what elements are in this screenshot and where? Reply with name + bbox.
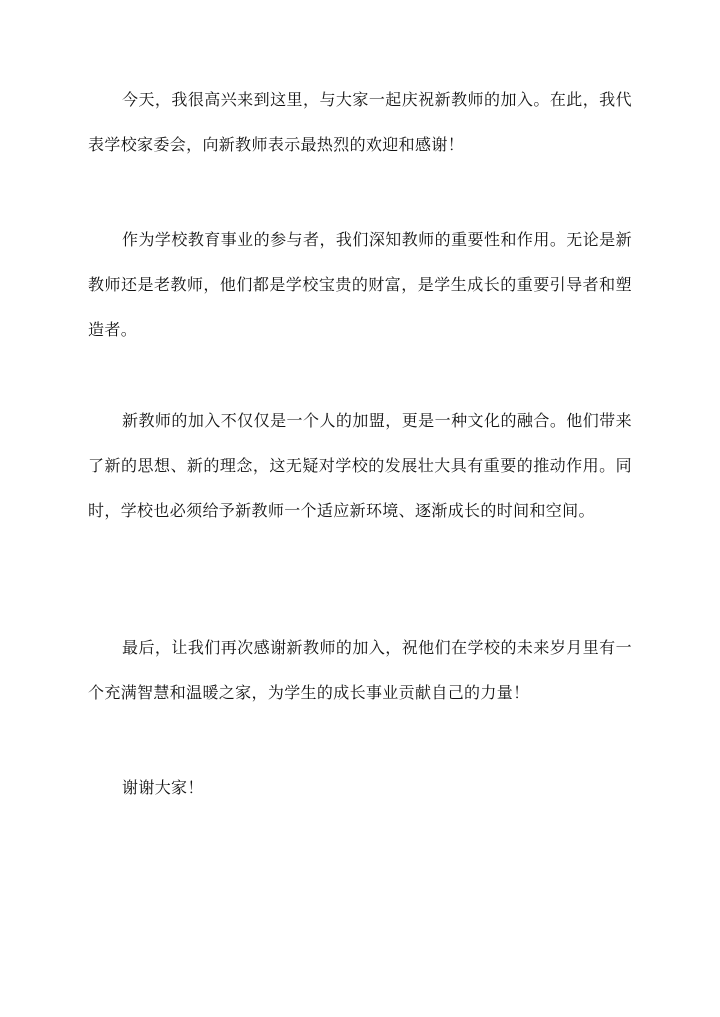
paragraph-thanks	[88, 765, 632, 810]
paragraph-closing-wishes	[88, 625, 632, 715]
paragraph-text: 今天，我很高兴来到这里，与大家一起庆祝新教师的加入。在此，我代表学校家委会，向新教师表示最热烈的欢迎和感谢！	[88, 90, 632, 154]
paragraph-welcome	[88, 77, 632, 167]
paragraph-teacher-importance	[88, 217, 632, 352]
paragraph-text: 谢谢大家！	[122, 778, 204, 797]
paragraph-text: 最后，让我们再次感谢新教师的加入，祝他们在学校的未来岁月里有一个充满智慧和温暖之家，为学生的成长事业贡献自己的力量！	[88, 638, 632, 702]
paragraph-text: 新教师的加入不仅仅是一个人的加盟，更是一种文化的融合。他们带来了新的思想、新的理念，这无疑对学校的发展壮大具有重要的推动作用。同时，学校也必须给予新教师一个适应新环境、逐渐成长的时间和空间。	[88, 411, 632, 520]
paragraph-text: 作为学校教育事业的参与者，我们深知教师的重要性和作用。无论是新教师还是老教师，他们都是学校宝贵的财富，是学生成长的重要引导者和塑造者。	[88, 230, 632, 339]
paragraph-culture-fusion	[88, 398, 632, 533]
